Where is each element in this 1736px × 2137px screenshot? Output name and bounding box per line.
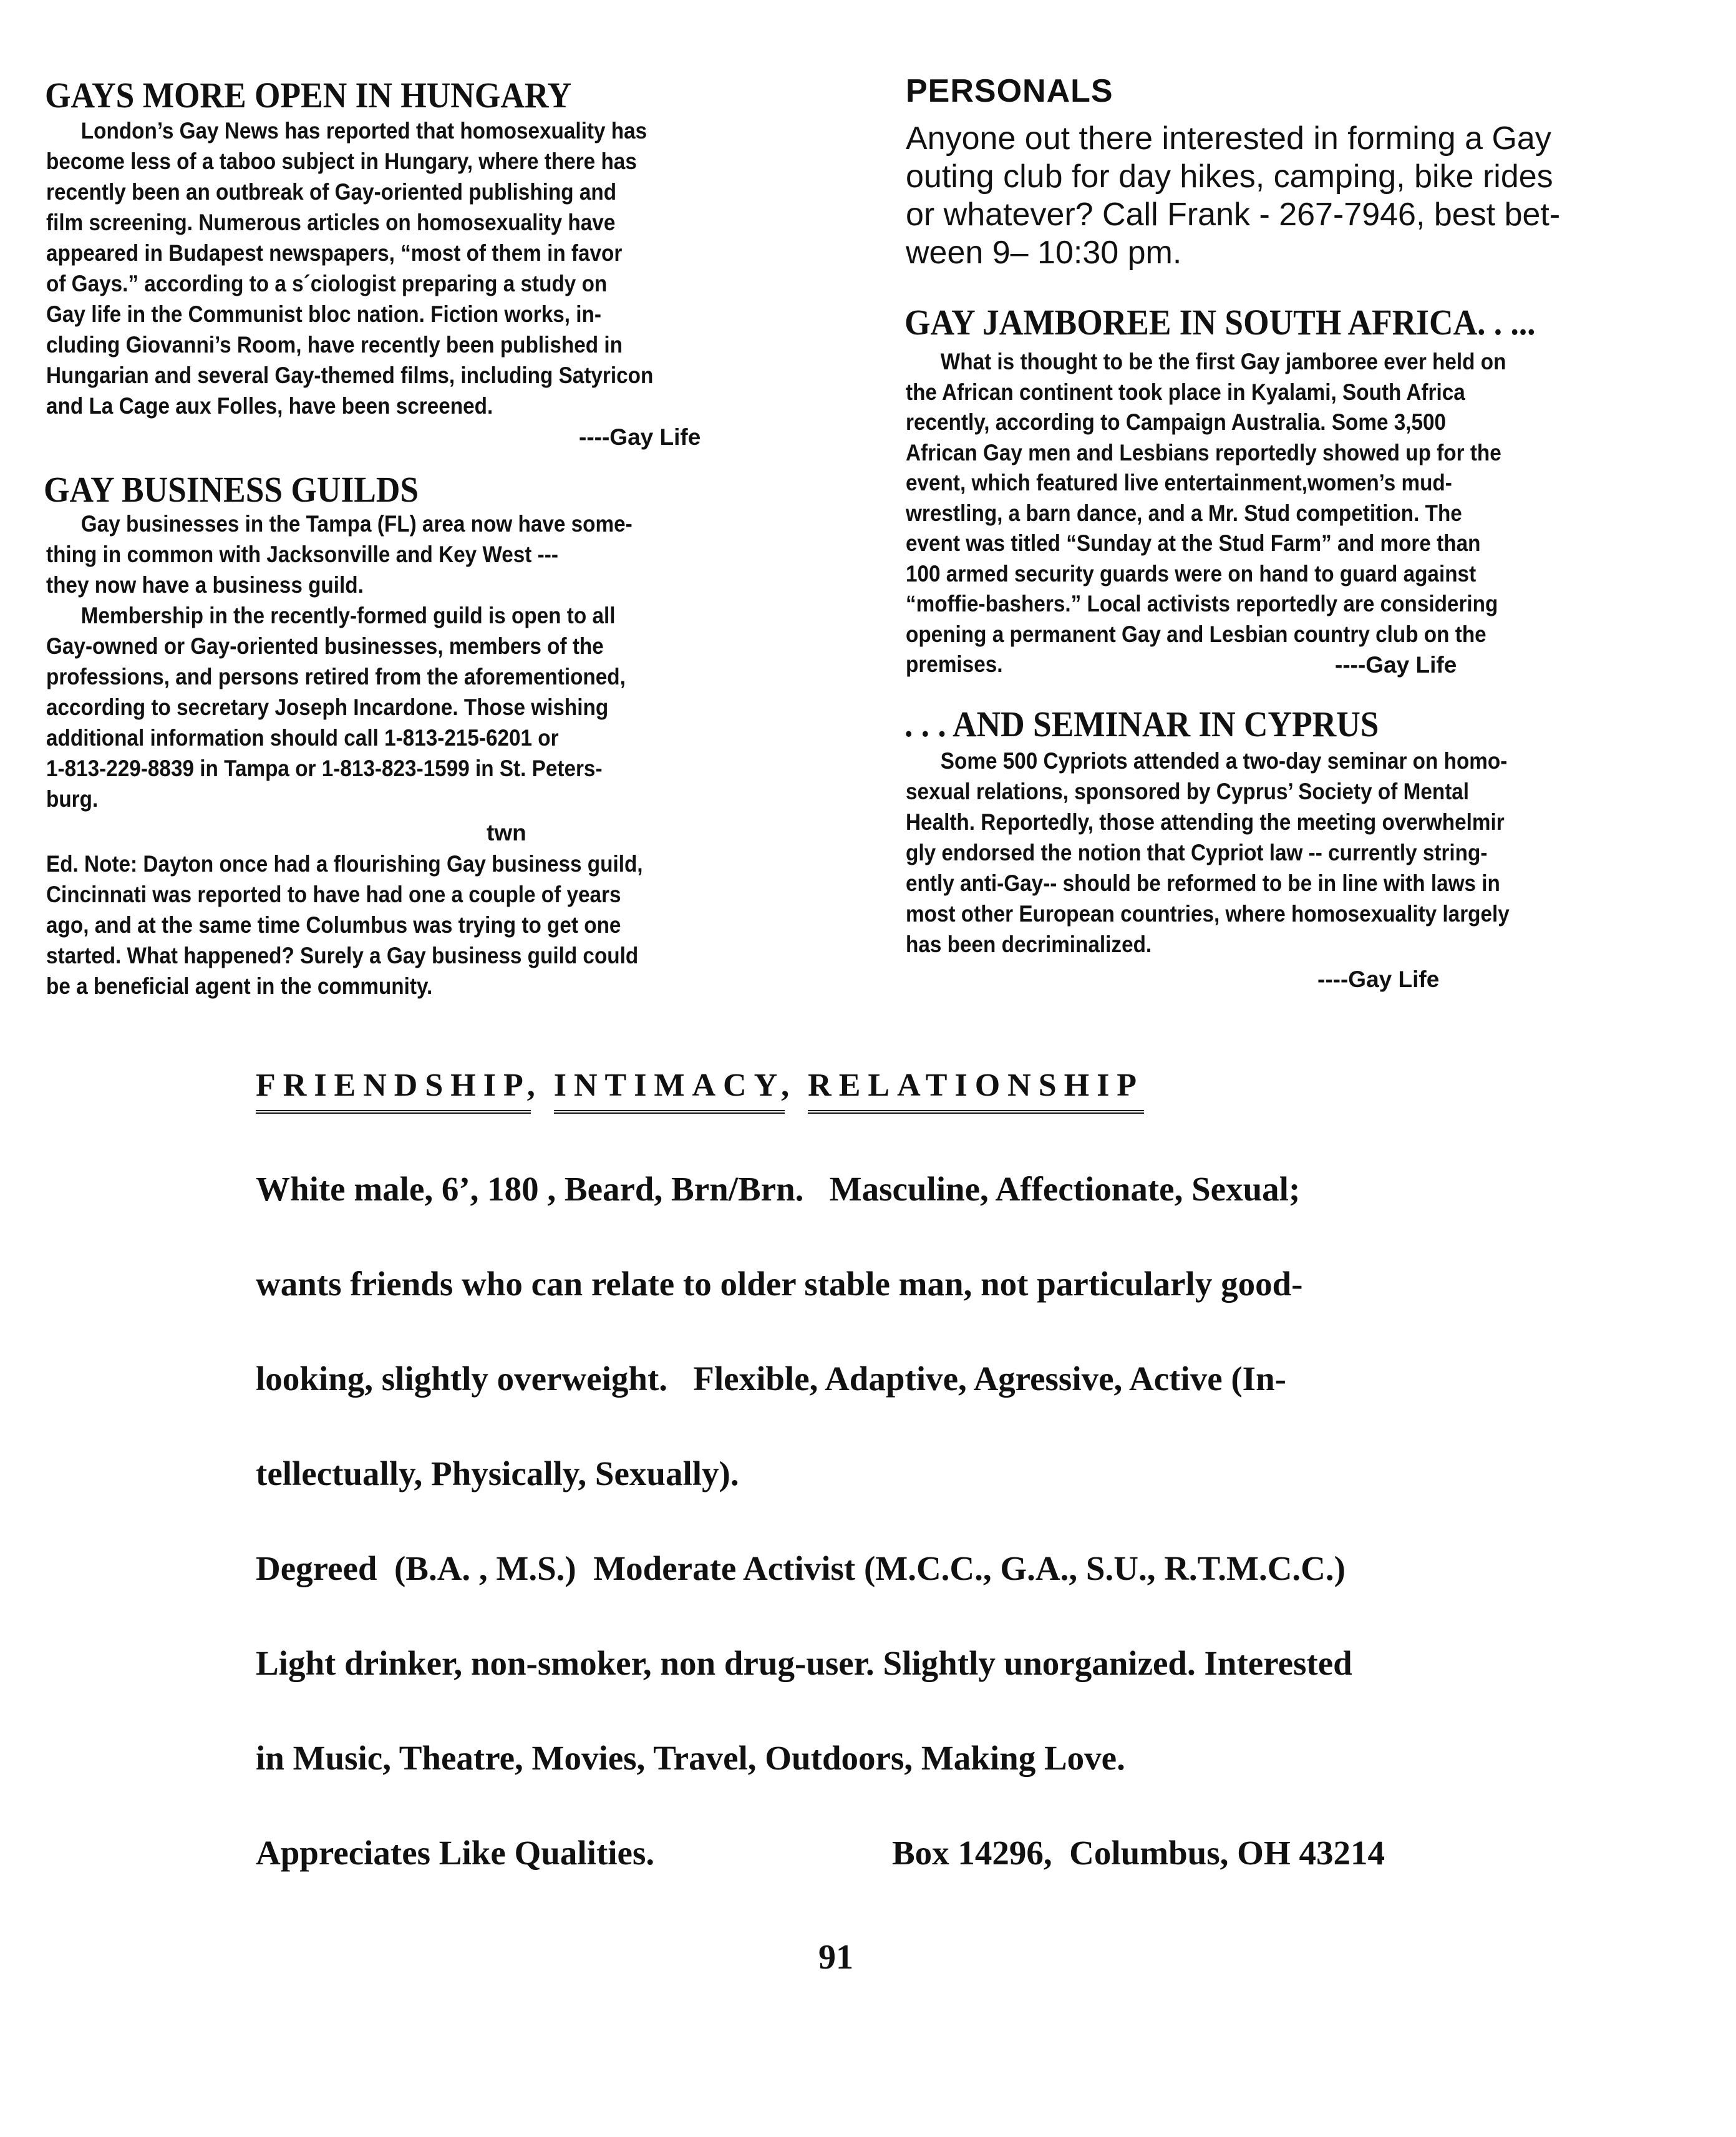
text-line: recently, according to Campaign Australia. Some 3,500: [906, 409, 1447, 435]
text-line: Cincinnati was reported to have had one a couple of years: [46, 882, 621, 907]
article-body-cyprus: [906, 746, 1576, 960]
article-title-personals: PERSONALS: [906, 73, 1113, 109]
text-line: event, which featured live entertainment,women’s mud-: [906, 470, 1452, 495]
page-number: 91: [818, 1938, 853, 1977]
ad-address: Box 14296, Columbus, OH 43214: [892, 1834, 1385, 1872]
text-line: and La Cage aux Folles, have been screened.: [46, 393, 493, 419]
text-line: the African continent took place in Kyalami, South Africa: [906, 379, 1465, 405]
editor-note: [46, 849, 709, 1001]
ad-heading-separator: ,: [781, 1068, 797, 1103]
text-line: wrestling, a barn dance, and a Mr. Stud competition. The: [906, 500, 1462, 526]
text-line: sexual relations, sponsored by Cyprus’ Society of Mental: [906, 779, 1470, 804]
text-line: Membership in the recently-formed guild is open to all: [80, 603, 616, 628]
text-line: or whatever? Call Frank - 267-7946, best bet-: [906, 197, 1561, 233]
text-line: they now have a business guild.: [46, 572, 364, 598]
text-line: “moffie-bashers.” Local activists reportedly are considering: [906, 591, 1498, 616]
text-line: Ed. Note: Dayton once had a flourishing Gay business guild,: [46, 851, 643, 877]
text-line: London’s Gay News has reported that homosexuality has: [80, 118, 647, 144]
text-line: Gay-owned or Gay-oriented businesses, members of the: [46, 633, 604, 659]
text-line: 100 armed security guards were on hand to guard against: [906, 560, 1477, 587]
text-line: Degreed (B.A. , M.S.) Moderate Activist (M.C.C., G.A., S.U., R.T.M.C.C.): [256, 1549, 1346, 1587]
text-line: What is thought to be the first Gay jamboree ever held on: [940, 349, 1506, 374]
text-line: White male, 6’, 180 , Beard, Brn/Brn. Masculine, Affectionate, Sexual;: [256, 1170, 1301, 1208]
text-line: film screening. Numerous articles on homosexuality have: [46, 210, 616, 235]
text-line: premises.: [906, 651, 1003, 677]
text-line: ago, and at the same time Columbus was trying to get one: [46, 912, 621, 938]
text-line: thing in common with Jacksonville and Key West ---: [46, 542, 558, 567]
ad-closing: Appreciates Like Qualities.: [256, 1834, 655, 1872]
ad-body: [256, 1142, 1352, 1806]
text-line: additional information should call 1-813-215-6201 or: [46, 725, 559, 751]
text-line: of Gays.” according to a s´ciologist preparing a study on: [46, 271, 608, 296]
text-line: ently anti-Gay-- should be reformed to be in line with laws in: [906, 870, 1500, 896]
text-line: according to secretary Joseph Incardone. Those wishing: [46, 694, 609, 720]
article-body-personals: [906, 120, 1560, 272]
ad-heading: [256, 1067, 1144, 1114]
text-line: burg.: [46, 786, 99, 812]
text-line: be a beneficial agent in the community.: [46, 973, 433, 999]
text-line: become less of a taboo subject in Hungary, where there has: [46, 148, 637, 174]
article-title-hungary: GAYS MORE OPEN IN HUNGARY: [45, 75, 572, 115]
article-body-jamboree: [906, 347, 1573, 680]
text-line: wants friends who can relate to older stable man, not particularly good-: [256, 1265, 1303, 1303]
article-body-guilds: [46, 509, 697, 814]
text-line: gly endorsed the notion that Cypriot law -- currently string-: [906, 840, 1488, 865]
ad-heading-separator: ,: [526, 1068, 543, 1103]
article-body-hungary: [46, 115, 721, 421]
text-line: most other European countries, where homosexuality largely: [906, 901, 1510, 927]
text-line: appeared in Budapest newspapers, “most of them in favor: [46, 240, 623, 266]
text-line: Gay life in the Communist bloc nation. Fiction works, in-: [46, 301, 601, 327]
text-line: professions, and persons retired from the aforementioned,: [46, 664, 626, 689]
article-source-guilds: twn: [487, 820, 526, 845]
text-line: has been decriminalized.: [906, 932, 1152, 957]
text-line: Gay businesses in the Tampa (FL) area now have some-: [80, 511, 633, 537]
text-line: cluding Giovanni’s Room, have recently been published in: [46, 332, 623, 358]
text-line: African Gay men and Lesbians reportedly showed up for the: [906, 439, 1501, 465]
text-line: Some 500 Cypriots attended a two-day seminar on homo-: [940, 748, 1508, 774]
text-line: recently been an outbreak of Gay-oriented publishing and: [46, 179, 617, 205]
article-source-hungary: ----Gay Life: [579, 424, 701, 450]
text-line: 1-813-229-8839 in Tampa or 1-813-823-1599 in St. Peters-: [46, 756, 603, 781]
text-line: ween 9– 10:30 pm.: [906, 235, 1182, 271]
ad-heading-word: FRIENDSHIP: [256, 1067, 531, 1114]
text-line: Health. Reportedly, those attending the meeting overwhelmir: [906, 809, 1505, 835]
text-line: Hungarian and several Gay-themed films, including Satyricon: [46, 363, 654, 388]
text-line: outing club for day hikes, camping, bike rides: [906, 158, 1553, 195]
ad-heading-word: RELATIONSHIP: [808, 1067, 1144, 1114]
article-source-cyprus: ----Gay Life: [1317, 966, 1440, 992]
text-line: looking, slightly overweight. Flexible, Adaptive, Agressive, Active (In-: [256, 1360, 1286, 1398]
ad-heading-word: INTIMACY: [554, 1067, 785, 1114]
text-line: event was titled “Sunday at the Stud Farm” and more than: [906, 530, 1481, 556]
article-title-cyprus: . . . AND SEMINAR IN CYPRUS: [904, 704, 1379, 744]
text-line: opening a permanent Gay and Lesbian country club on the: [906, 621, 1486, 647]
text-line: started. What happened? Surely a Gay business guild could: [46, 943, 639, 968]
article-title-jamboree: GAY JAMBOREE IN SOUTH AFRICA. . ...: [904, 302, 1536, 343]
text-line: tellectually, Physically, Sexually).: [256, 1454, 739, 1492]
text-line: Anyone out there interested in forming a Gay: [906, 120, 1551, 157]
article-source-jamboree: ----Gay Life: [1335, 652, 1457, 678]
article-title-guilds: GAY BUSINESS GUILDS: [44, 469, 419, 510]
text-line: Light drinker, non-smoker, non drug-user. Slightly unorganized. Interested: [256, 1644, 1352, 1682]
text-line: in Music, Theatre, Movies, Travel, Outdoors, Making Love.: [256, 1739, 1125, 1777]
